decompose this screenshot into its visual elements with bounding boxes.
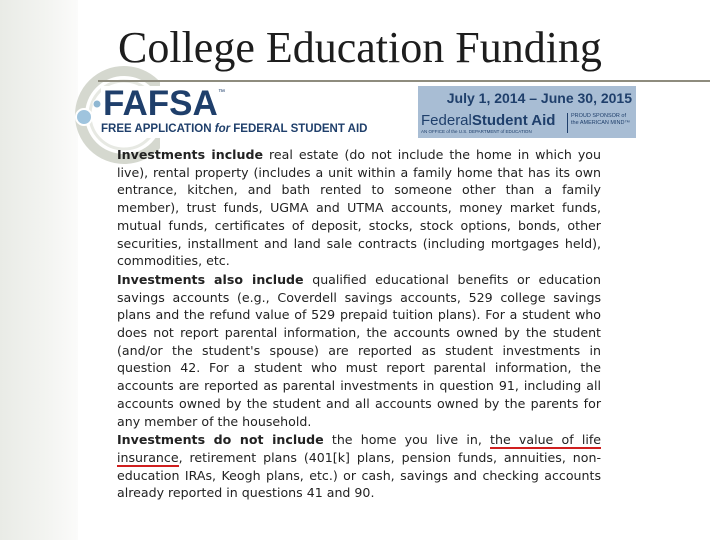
lead-investments-also-include: Investments also include (117, 271, 304, 287)
lead-investments-include: Investments include (117, 147, 264, 162)
fafsa-subtitle-part1: FREE APPLICATION (101, 123, 215, 135)
fafsa-logo-text: FAFSA (103, 84, 218, 123)
paragraph-investments-do-not-include (117, 431, 601, 502)
brand-part1: Federal (421, 112, 472, 129)
fafsa-logo (101, 86, 418, 138)
fafsa-subtitle (101, 123, 367, 135)
title-divider (98, 80, 710, 82)
lead-investments-do-not-include: Investments do not include (117, 432, 324, 448)
fafsa-subtitle-part2: FEDERAL STUDENT AID (230, 123, 368, 135)
paragraph-investments-include (117, 146, 601, 270)
trademark-symbol: ™ (218, 89, 225, 96)
federal-student-aid-panel (418, 86, 636, 138)
body-investments-include: real estate (do not include the home in which you live), rental property (includes a unit within a family home that has its own entrance, kitchen, and bath rented to someone other than a family member), trust funds, UGMA and UTMA accounts, money market funds, mutual funds, certificates of deposit, stocks, stock options, bonds, other securities, installment and land sale contracts (including mortgages held), commodities, etc. (117, 147, 601, 269)
decorative-dot-small (93, 100, 101, 108)
decorative-dot-large (76, 109, 92, 125)
investments-definition (117, 146, 601, 502)
sponsor-text: PROUD SPONSOR of the AMERICAN MIND™ (571, 113, 630, 126)
slide-title: College Education Funding (118, 23, 602, 72)
paragraph-investments-also-include (117, 271, 601, 430)
fafsa-header-banner (101, 86, 636, 138)
brand-fine-print: AN OFFICE of the U.S. DEPARTMENT of EDUCATION (421, 129, 532, 134)
body-investments-also-include: qualified educational benefits or education savings accounts (e.g., Coverdell savings accounts, 529 college savings plans and the refund value of 529 prepaid tuition plans). For a student who does not report parental information, the accounts owned by the student (and/or the student's spouse) are reported as student investments in question 42. For a student who must report parental information, the accounts are reported as parental investments in question 91, including all accounts owned by the student and all accounts owned by the parents for any member of the household. (117, 271, 601, 429)
body-before-highlight: the home you live in, (323, 432, 491, 448)
body-after-highlight: , retirement plans (401[k] plans, pension funds, annuities, non-education IRAs, Keogh plans, etc.) or cash, savings and checking accounts already reported in questions 41 and 90. (117, 449, 601, 501)
brand-part2: Student Aid (471, 112, 556, 129)
fafsa-subtitle-italic: for (214, 123, 231, 135)
brand-divider (567, 113, 568, 133)
award-year: July 1, 2014 – June 30, 2015 (446, 90, 632, 106)
highlight-life-insurance: the value of life insurance (117, 432, 602, 465)
federal-student-aid-logo (421, 112, 555, 129)
